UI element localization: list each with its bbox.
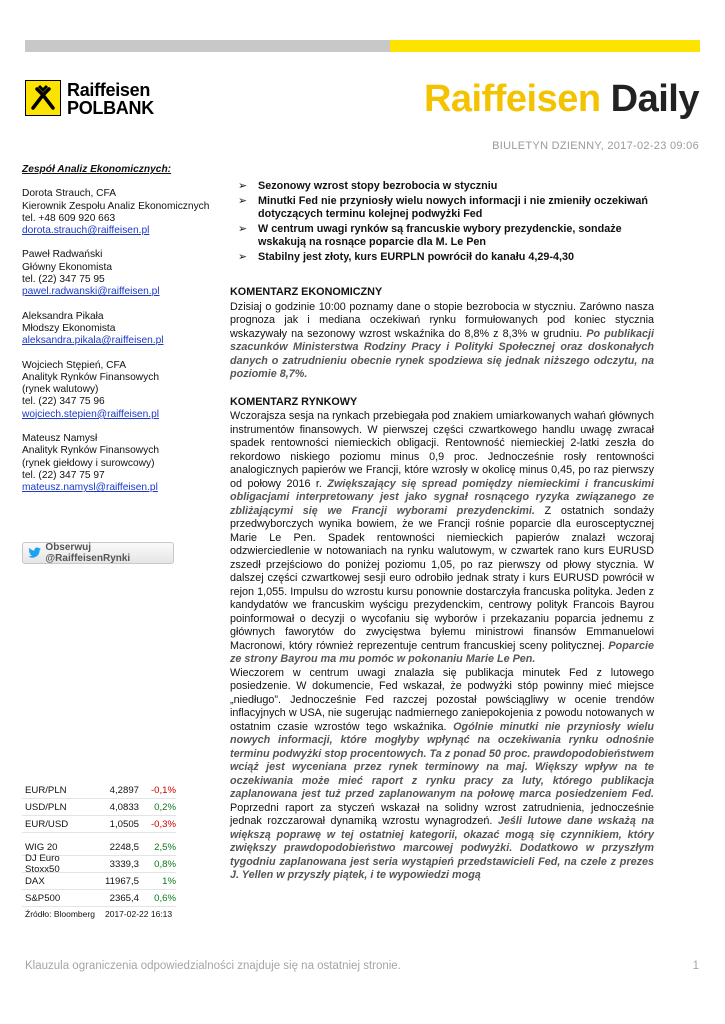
market-change: -0,1% <box>150 784 176 796</box>
disclaimer-footer: Klauzula ograniczenia odpowiedzialności znajduje się na ostatniej stronie. <box>25 960 401 972</box>
market-source: Źródło: Bloomberg <box>25 909 95 919</box>
page-number: 1 <box>692 960 699 972</box>
contact-card <box>22 311 207 348</box>
market-value: 3339,3 <box>109 858 139 870</box>
contact-card <box>22 360 207 421</box>
table-row <box>22 890 176 907</box>
market-paragraph: Z ostatnich sondaży przedwyborczych wynika bowiem, że we Francji rośnie poparcie dla eurosceptycznej Marie Le Pen. Spadek rentowności niemieckich papierów znalazł wczoraj odzwierciedlenie w notowaniach na rynku walutowym, w czwartek rano kurs EURUSD zszedł przejściowo do poniżej poziomu 1,05, po raz pierwszy od płowy stycznia. W dalszej części czwartkowej sesji euro odrobiło jednak straty i kurs EURUSD powrócił w rejon 1,055. Impulsu do wzrostu kursu ponownie dostarczyła francuska polityka. <box>230 504 655 598</box>
market-emphasis: Poparcie ze strony Bayrou ma mu pomóc w pokonaniu Marie Le Pen. <box>230 639 655 665</box>
market-emphasis: Zwiększający się spread pomiędzy niemieckimi i francuskimi obligacjami interpretowany jest jako sygnał rosnącego ryzyka związanego ze zbliżającymi się we Francji wyborami prezydenckimi. <box>230 477 655 517</box>
market-comment-title: KOMENTARZ RYNKOWY <box>230 395 358 408</box>
contact-phone: tel. (22) 347 75 96 <box>22 396 105 408</box>
market-change: -0,3% <box>150 818 176 830</box>
contact-role: Młodszy Ekonomista <box>22 322 116 334</box>
contact-market: (rynek giełdowy i surowcowy) <box>22 457 155 469</box>
market-source-row <box>22 907 176 921</box>
contact-card <box>22 188 210 237</box>
team-title: Zespół Analiz Ekonomicznych: <box>22 164 172 175</box>
market-value: 2365,4 <box>109 892 139 904</box>
twitter-follow-label: Obserwuj @RaiffeisenRynki <box>45 542 131 564</box>
raiffeisen-polbank-logo <box>25 80 185 124</box>
econ-comment-text <box>230 301 654 382</box>
twitter-bird-icon <box>28 547 41 559</box>
key-points-list <box>230 180 654 264</box>
market-value: 1,0505 <box>109 818 139 830</box>
table-row <box>22 853 176 875</box>
contact-name: Mateusz Namysł <box>22 433 98 445</box>
bulletin-date: BIULETYN DZIENNY, 2017-02-23 09:06 <box>492 140 699 152</box>
market-change: 2,5% <box>154 841 176 853</box>
table-row <box>22 816 176 833</box>
market-value: 11967,5 <box>105 875 139 887</box>
key-point: ➢ W centrum uwagi rynków są francuskie wybory prezydenckie, sondaże wskakują na rosnące poparcie dla M. Le Pen <box>230 223 654 250</box>
contact-phone: tel. +48 609 920 663 <box>22 212 116 224</box>
contact-card <box>22 249 207 298</box>
logo-line2: POLBANK <box>67 98 154 118</box>
key-point: ➢ Minutki Fed nie przyniosły wielu nowych informacji i nie zmieniły oczekiwań dotyczących terminu kolejnej podwyżki Fed <box>230 195 654 222</box>
team-sidebar <box>22 164 210 507</box>
contact-name: Wojciech Stępień, CFA <box>22 359 126 371</box>
market-paragraph: Jeden z kandydatów we francuskim wyścigu prezydenckim, centrowy polityk Francois Bayrou poinformował o decyzji o wycofaniu się wyborów i przekazaniu poparcia jednemu z głównych faworytów do zwycięstwa byłemu ministrowi finansów Emmanuelowi Macronowi, który również reprezentuje centrum francuskiej sceny politycznej. <box>230 585 654 652</box>
contact-name: Aleksandra Pikała <box>22 310 104 322</box>
market-emphasis: Jeśli lutowe dane wskażą na większą poprawę w tej ostatniej kategorii, okazać mogą się czynnikiem, który zwiększy prawdopodobieństwo marcowej podwyżki. Dodatkowo w przyszłym tygodniu zaplanowana jest seria wystąpień przedstawicieli Fed, na czele z prezes J. Yellen w przyszły piątek, i te wypowiedzi mogą <box>230 815 655 881</box>
contact-role: Analityk Rynków Finansowych <box>22 445 160 457</box>
market-value: 4,2897 <box>109 784 139 796</box>
market-paragraph: Wczorajsza sesja na rynkach przebiegała pod znakiem umiarkowanych wahań głównych instrumentów finansowych. W pierwszej części czwartkowego handlu uwagę zwracał spadek rentowności niemieckich obligacji. Rentowność niemieckiej 2-latki zeszła do rekordowo niskiego poziomu minus 0,9 proc. Jednocześnie rosły rentowności analogicznych papierów we Francji, które wzrosły w okolicę minus 0,45, po raz pierwszy od połowy 2016 r. <box>230 410 654 490</box>
market-change: 1% <box>162 875 176 887</box>
brand-title <box>424 78 699 121</box>
table-row <box>22 782 176 799</box>
contact-email-link[interactable]: aleksandra.pikala@raiffeisen.pl <box>22 335 164 347</box>
table-row <box>22 873 176 890</box>
market-comment-text-2 <box>230 667 654 883</box>
contact-role: Główny Ekonomista <box>22 261 113 273</box>
econ-comment-title: KOMENTARZ EKONOMICZNY <box>230 286 383 298</box>
market-paragraph: Wieczorem w centrum uwagi znalazła się publikacja minutek Fed z lutowego posiedzenie. W dokumencie, Fed wskazał, że podwyżki stóp powinny mieć miejsce „niedługo”. Jednocześnie Fed razczej pozostał powściągliwy w ocenie trendów inflacyjnych w USA, nie sugerując nadmiernego zaniepokojenia z powodu notowanych w ostatnim czasie wzrostów tego wskaźnika. <box>230 666 654 733</box>
contact-email-link[interactable]: wojciech.stepien@raiffeisen.pl <box>22 408 160 420</box>
main-content <box>230 180 654 883</box>
contact-email-link[interactable]: mateusz.namysl@raiffeisen.pl <box>22 482 158 494</box>
key-point: ➢ Sezonowy wzrost stopy bezrobocia w styczniu <box>230 180 654 194</box>
twitter-follow-button[interactable] <box>22 542 174 564</box>
table-row <box>22 799 176 816</box>
logo-line1: Raiffeisen <box>67 80 151 100</box>
brand-part2: Daily <box>610 78 699 120</box>
key-point: ➢ Stabilny jest złoty, kurs EURPLN powrócił do kanału 4,29-4,30 <box>230 251 654 265</box>
market-name: EUR/PLN <box>25 784 67 796</box>
contact-role: Analityk Rynków Finansowych <box>22 371 160 383</box>
contact-email-link[interactable]: pawel.radwanski@raiffeisen.pl <box>22 286 160 298</box>
market-name: S&P500 <box>25 892 61 904</box>
contact-name: Dorota Strauch, CFA <box>22 188 116 200</box>
header-bar-yellow <box>390 40 700 52</box>
econ-paragraph: Dzisiaj o godzinie 10:00 poznamy dane o stopie bezrobocia w styczniu. Zarówno nasza prognoza jak i mediana oczekiwań rynku formułowanych pod koniec stycznia wskazywały na sezonowy wzrost wskaźnika do 8,8% z 8,3% w grudniu. <box>230 300 654 340</box>
contact-card <box>22 433 207 494</box>
contact-market: (rynek walutowy) <box>22 384 99 396</box>
contact-phone: tel. (22) 347 75 97 <box>22 469 105 481</box>
econ-emphasis: Po publikacji szacunków Ministerstwa Rodziny Pracy i Polityki Społecznej oraz doskonałych danych o zatrudnieniu obecnie rynek spodziewa się jednak niższego odczytu, na poziomie 8,7%. <box>230 327 654 380</box>
raiffeisen-gable-icon <box>25 80 61 116</box>
contact-phone: tel. (22) 347 75 95 <box>22 274 105 286</box>
contact-email-link[interactable]: dorota.strauch@raiffeisen.pl <box>22 225 150 237</box>
header-bar-gray <box>25 40 390 52</box>
contact-role: Kierownik Zespołu Analiz Ekonomicznych <box>22 200 210 212</box>
market-name: EUR/USD <box>25 818 69 830</box>
market-emphasis: Ogólnie minutki nie przyniosły wielu nowych informacji, które mogłyby wpłynąć na oczekiwania rynku odnośnie terminu podwyżki stop procentowych. Ta z ponad 50 proc. prawdopodobieństwem wciąż jest wyceniana przez rynek terminowy na maj. Większy wpływ na te oczekiwania może mieć raport z rynku pracy za luty, którego publikacja zaplanowana jest tuż przed zaplanowanym na połowę marca posiedzeniem Fed. <box>230 720 654 800</box>
market-change: 0,6% <box>154 892 176 904</box>
market-value: 2248,5 <box>109 841 139 853</box>
brand-part1: Raiffeisen <box>423 78 601 120</box>
market-change: 0,2% <box>154 801 176 813</box>
market-value: 4,0833 <box>109 801 139 813</box>
market-table <box>22 782 176 921</box>
market-name: USD/PLN <box>25 801 67 813</box>
market-name: DAX <box>25 875 45 887</box>
contact-name: Paweł Radwański <box>22 249 103 261</box>
market-paragraph: Poprzedni raport za styczeń wskazał na solidny wzrost zatrudnienia, jednocześnie jednak rozczarował dynamiką wzrostu wynagrodzeń. <box>230 801 654 827</box>
market-name: WIG 20 <box>25 841 58 853</box>
market-change: 0,8% <box>154 858 176 870</box>
market-comment-text <box>230 410 654 667</box>
market-name: DJ Euro Stoxx50 <box>25 853 60 875</box>
market-source-date: 2017-02-22 16:13 <box>105 909 173 919</box>
